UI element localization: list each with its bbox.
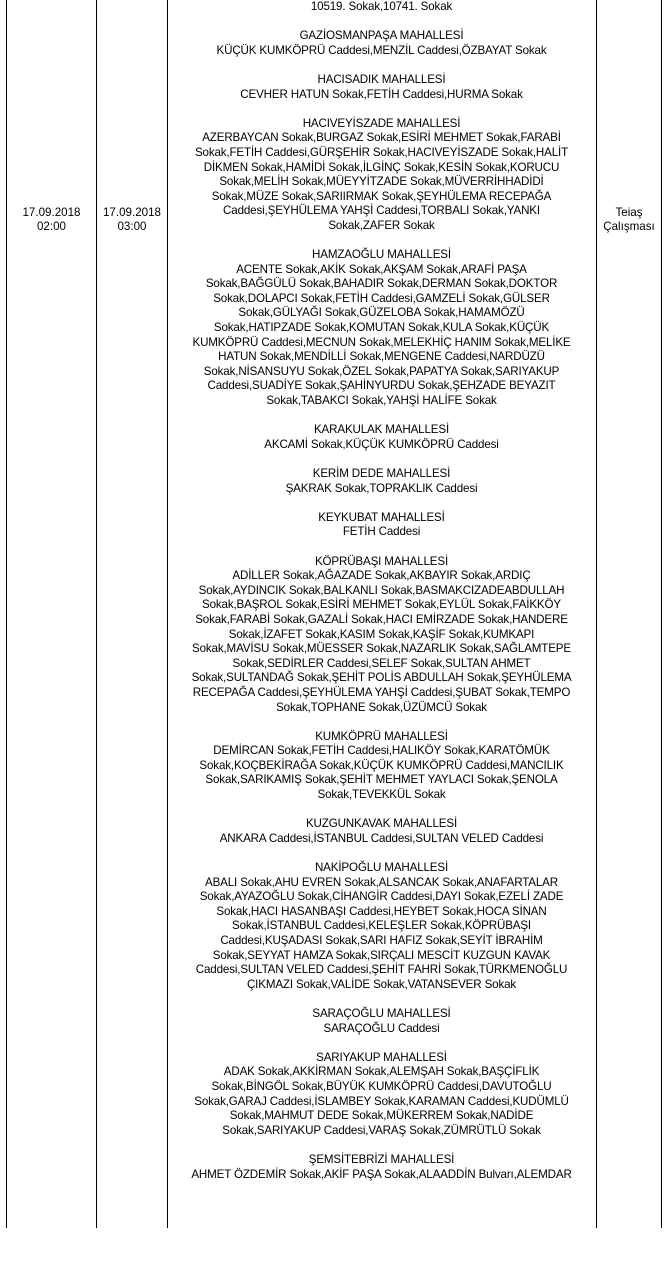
neighborhood-block (170, 555, 593, 716)
block-spacer (170, 540, 593, 555)
neighborhood-heading: HAMZAOĞLU MAHALLESİ (312, 248, 451, 262)
neighborhood-heading: GAZİOSMANPAŞA MAHALLESİ (299, 29, 464, 43)
street-list-line: Caddesi,ŞEYHÜLEMA YAHŞİ Caddesi,TORBALI Sokak,YANKI (223, 204, 540, 218)
block-spacer (170, 992, 593, 1007)
street-list-line: ABALI Sokak,AHU EVREN Sokak,ALSANCAK Sokak,ANAFARTALAR (205, 875, 558, 889)
street-list-line: AZERBAYCAN Sokak,BURGAZ Sokak,ESİRİ MEHMET Sokak,FARABİ (202, 131, 561, 145)
street-list-line: Sokak,FARABİ Sokak,GAZALİ Sokak,HACI EMİRZADE Sokak,HANDERE (195, 612, 568, 626)
street-list-line: ÇIKMAZI Sokak,VALİDE Sokak,VATANSEVER Sokak (246, 977, 517, 991)
street-list-line: AKCAMİ Sokak,KÜÇÜK KUMKÖPRÜ Caddesi (264, 437, 499, 451)
street-list-line: Sokak,AYDINCIK Sokak,BALKANLI Sokak,BASMAKCIZADEABDULLAH (198, 583, 565, 597)
block-spacer (170, 102, 593, 117)
neighborhood-block (170, 73, 593, 102)
street-list-line: Sokak,TOPHANE Sokak,ÜZÜMCÜ Sokak (276, 700, 487, 714)
street-list-line: Sokak,GARAJ Caddesi,İSLAMBEY Sokak,KARAMAN Caddesi,KUDÜMLÜ (194, 1094, 569, 1108)
neighborhood-block (170, 0, 593, 15)
street-list-line: CEVHER HATUN Sokak,FETİH Caddesi,HURMA Sokak (240, 87, 523, 101)
neighborhood-block (170, 1007, 593, 1036)
block-spacer (170, 803, 593, 818)
street-list-line: KÜÇÜK KUMKÖPRÜ Caddesi,MENZİL Caddesi,ÖZBAYAT Sokak (216, 43, 547, 57)
street-list-line: Caddesi,KUŞADASI Sokak,SARI HAFIZ Sokak,SEYİT İBRAHİM (220, 934, 543, 947)
neighborhood-heading: HACIVEYİSZADE MAHALLESİ (302, 116, 461, 130)
street-list-line: Sokak,SEDİRLER Caddesi,SELEF Sokak,SULTAN AHMET (232, 656, 531, 670)
street-list-line: Sokak,SARIYAKUP Caddesi,VARAŞ Sokak,ZÜMRÜTLÜ Sokak (222, 1123, 541, 1137)
column-rule-content (596, 0, 597, 1228)
block-spacer (170, 1138, 593, 1153)
end-datetime-cell (97, 206, 167, 234)
street-list-line: Sokak,HACI HASANBAŞI Caddesi,HEYBET Sokak,HOCA SİNAN (216, 904, 547, 918)
street-list-line: Caddesi,SULTAN VELED Caddesi,ŞEHİT FAHRİ Sokak,TÜRKMENOĞLU (195, 963, 568, 977)
street-list-line: Sokak,BİNGÖL Sokak,BÜYÜK KUMKÖPRÜ Caddesi,DAVUTOĞLU (211, 1079, 552, 1093)
neighborhood-heading: KÖPRÜBAŞI MAHALLESİ (314, 554, 449, 568)
street-list-line: HATUN Sokak,MENDİLLİ Sokak,MENGENE Caddesi,NARDÜZÜ (218, 350, 545, 364)
end-time: 03:00 (117, 220, 147, 233)
street-list-line: Sokak,MÜZE Sokak,SARIIRMAK Sokak,ŞEYHÜLEMA RECEPAĞA (211, 189, 552, 203)
street-list-line: Sokak,ZAFER Sokak (328, 218, 435, 232)
neighborhood-block (170, 248, 593, 409)
street-list-line: Sokak,NİSANSUYU Sokak,ÖZEL Sokak,PAPATYA Sokak,SARIYAKUP (203, 364, 560, 378)
street-list-line: Sokak,HATIPZADE Sokak,KOMUTAN Sokak,KULA Sokak,KÜÇÜK (213, 321, 550, 335)
street-list-line: ADİLLER Sokak,AĞAZADE Sokak,AKBAYIR Sokak,ARDIÇ (232, 569, 531, 583)
block-spacer (170, 496, 593, 511)
neighborhood-heading: KARAKULAK MAHALLESİ (313, 423, 450, 437)
start-date: 17.09.2018 (22, 206, 81, 219)
street-list-line: Sokak,SULTANDAĞ Sokak,ŞEHİT POLİS ABDULLAH Sokak,ŞEYHÜLEMA (191, 671, 572, 685)
column-rule-left (6, 0, 7, 1228)
neighborhood-block (170, 1051, 593, 1139)
neighborhood-block (170, 730, 593, 803)
street-list-line: Sokak,BAŞROL Sokak,ESİRİ MEHMET Sokak,EYLÜL Sokak,FAİKKÖY (202, 598, 561, 612)
street-list-line: RECEPAĞA Caddesi,ŞEYHÜLEMA YAHŞİ Caddesi,ŞUBAT Sokak,TEMPO (192, 685, 571, 699)
start-time: 02:00 (36, 220, 66, 233)
block-spacer (170, 452, 593, 467)
block-spacer (170, 1036, 593, 1051)
block-spacer (170, 715, 593, 730)
street-list-line: Sokak,FETİH Caddesi,GÜRŞEHİR Sokak,HACIVEYİSZADE Sokak,HALİT (194, 145, 569, 159)
reason-cell (597, 206, 661, 234)
street-list-line: Sokak,TABAKCI Sokak,YAHŞİ HALİFE Sokak (266, 394, 497, 408)
street-list-line: ACENTE Sokak,AKİK Sokak,AKŞAM Sokak,ARAFİ PAŞA (236, 262, 527, 276)
neighborhood-heading: HACISADIK MAHALLESİ (317, 72, 446, 86)
neighborhood-heading: KUZGUNKAVAK MAHALLESİ (305, 817, 458, 831)
street-list-line: Sokak,İZAFET Sokak,KASIM Sokak,KAŞİF Sokak,KUMKAPI (228, 627, 535, 641)
neighborhood-block (170, 511, 593, 540)
neighborhood-block (170, 1153, 593, 1182)
neighborhood-heading: SARAÇOĞLU MAHALLESİ (312, 1006, 451, 1020)
start-datetime-cell (7, 206, 96, 234)
neighborhood-heading: ŞEMSİTEBRİZİ MAHALLESİ (308, 1152, 455, 1166)
street-list-line: Sokak,İSTANBUL Caddesi,KELEŞLER Sokak,KÖPRÜBAŞI (231, 919, 532, 933)
neighborhood-block (170, 467, 593, 496)
block-spacer (170, 846, 593, 861)
street-list-line: DİKMEN Sokak,HAMİDİ Sokak,İLGİNÇ Sokak,KESİN Sokak,KORUCU (203, 160, 560, 174)
affected-areas (170, 0, 593, 1182)
street-list-line: AHMET ÖZDEMİR Sokak,AKİF PAŞA Sokak,ALAADDİN Bulvarı,ALEMDAR (191, 1167, 572, 1181)
neighborhood-heading: KEYKUBAT MAHALLESİ (318, 510, 445, 524)
street-list-line: Sokak,AYAZOĞLU Sokak,CİHANGİR Caddesi,DAYI Sokak,EZELİ ZADE (199, 890, 564, 904)
street-list-line: ANKARA Caddesi,İSTANBUL Caddesi,SULTAN VELED Caddesi (219, 831, 544, 845)
street-list-line: Sokak,MAHMUT DEDE Sokak,MÜKERREM Sokak,NADİDE (229, 1109, 534, 1123)
street-list-line: Sokak,GÜLYAĞI Sokak,GÜZELOBA Sokak,HAMAMÖZÜ (238, 306, 525, 320)
end-date: 17.09.2018 (102, 206, 162, 219)
reason-line: Teiaş (615, 206, 643, 219)
street-list-line: Sokak,MELİH Sokak,MÜEYYİTZADE Sokak,MÜVERRİHHADİDİ (219, 175, 544, 189)
street-list-line: Caddesi,SUADİYE Sokak,ŞAHİNYURDU Sokak,ŞEHZADE BEYAZIT (207, 379, 556, 393)
reason-line: Çalışması (603, 220, 655, 233)
street-list-line: 10519. Sokak,10741. Sokak (310, 0, 453, 13)
neighborhood-block (170, 817, 593, 846)
column-rule-right (661, 0, 662, 1228)
neighborhood-block (170, 117, 593, 234)
column-rule-start (96, 0, 97, 1228)
street-list-line: Sokak,MAVİSU Sokak,MÜESSER Sokak,NAZARLIK Sokak,SAĞLAMTEPE (192, 642, 571, 656)
street-list-line: Sokak,SEYYAT HAMZA Sokak,SIRÇALI MESCİT KUZGUN KAVAK (212, 948, 551, 962)
street-list-line: KUMKÖPRÜ Caddesi,MECNUN Sokak,MELEKHİÇ HANIM Sokak,MELİKE (192, 335, 571, 349)
street-list-line: Sokak,TEVEKKÜL Sokak (317, 788, 446, 802)
street-list-line: Sokak,DOLAPCI Sokak,FETİH Caddesi,GAMZELİ Sokak,GÜLSER (213, 291, 550, 305)
street-list-line: Sokak,SARIKAMIŞ Sokak,ŞEHİT MEHMET YAYLACI Sokak,ŞENOLA (205, 773, 558, 787)
neighborhood-block (170, 29, 593, 58)
street-list-line: ŞAKRAK Sokak,TOPRAKLIK Caddesi (285, 481, 478, 495)
block-spacer (170, 409, 593, 424)
neighborhood-heading: SARIYAKUP MAHALLESİ (316, 1050, 447, 1064)
street-list-line: Sokak,BAĞGÜLÜ Sokak,BAHADIR Sokak,DERMAN Sokak,DOKTOR (205, 277, 558, 291)
street-list-line: DEMİRCAN Sokak,FETİH Caddesi,HALIKÖY Sokak,KARATÖMÜK (213, 744, 550, 758)
block-spacer (170, 15, 593, 30)
block-spacer (170, 234, 593, 249)
block-spacer (170, 58, 593, 73)
neighborhood-block (170, 861, 593, 992)
street-list-line: SARAÇOĞLU Caddesi (323, 1021, 440, 1035)
street-list-line: Sokak,KOÇBEKİRAĞA Sokak,KÜÇÜK KUMKÖPRÜ Caddesi,MANCILIK (199, 758, 564, 772)
street-list-line: ADAK Sokak,AKKİRMAN Sokak,ALEMŞAH Sokak,BAŞÇİFLİK (223, 1065, 540, 1079)
neighborhood-heading: KUMKÖPRÜ MAHALLESİ (315, 729, 448, 743)
neighborhood-heading: NAKİPOĞLU MAHALLESİ (314, 861, 449, 875)
street-list-line: FETİH Caddesi (342, 525, 421, 539)
column-rule-end (167, 0, 168, 1228)
neighborhood-heading: KERİM DEDE MAHALLESİ (312, 467, 451, 480)
neighborhood-block (170, 423, 593, 452)
